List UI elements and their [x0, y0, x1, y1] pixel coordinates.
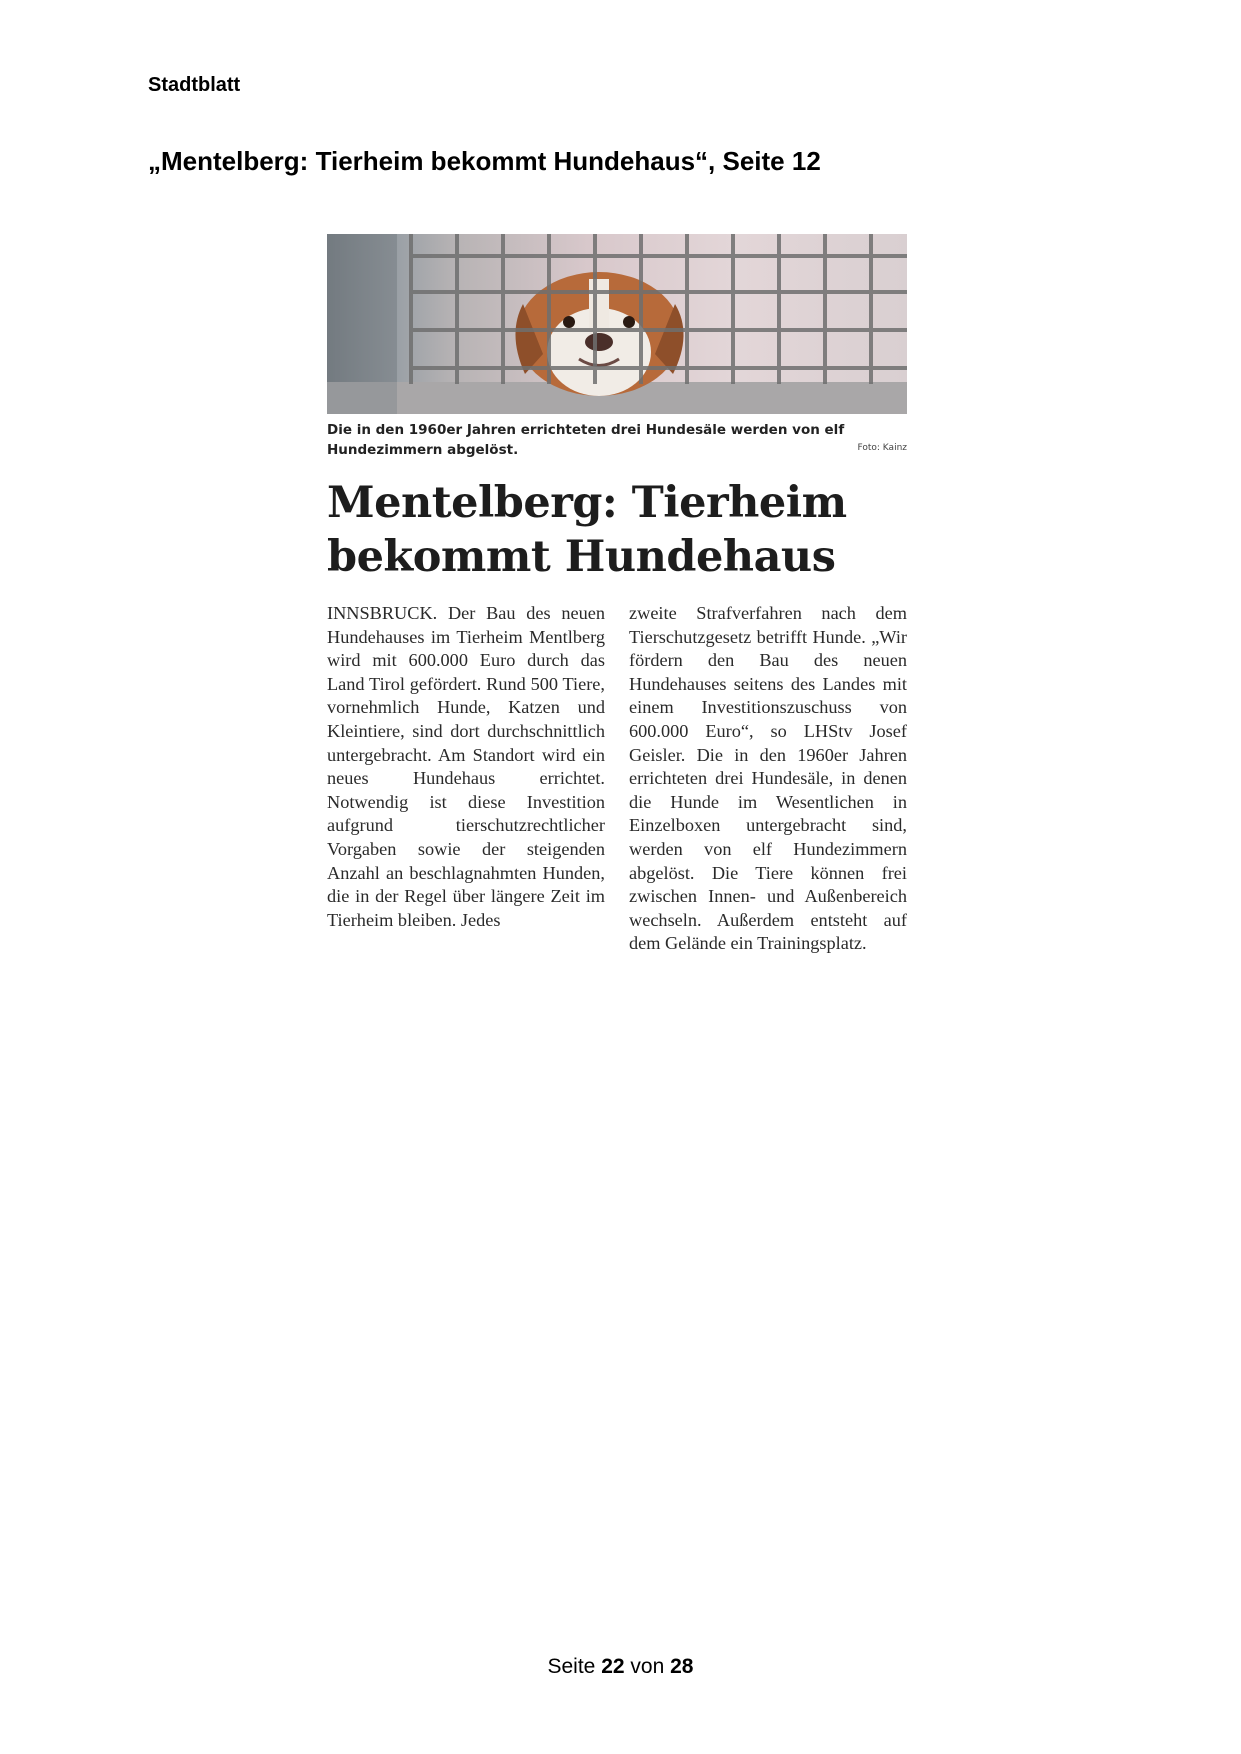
current-page-number: 22	[601, 1655, 625, 1678]
article-body	[327, 602, 907, 956]
photo-credit: Foto: Kainz	[857, 443, 907, 453]
caption-text: Die in den 1960er Jahren errichteten drei Hundesäle werden von elf Hundezimmern abgelöst.	[327, 422, 845, 458]
article-headline: Mentelberg: Tierheim bekommt Hundehaus	[327, 478, 847, 582]
page-footer	[0, 1655, 1241, 1679]
article-column-left: INNSBRUCK. Der Bau des neuen Hundehauses im Tierheim Mentlberg wird mit 600.000 Euro durch das Land Tirol gefördert. Rund 500 Tiere, vornehmlich Hunde, Katzen und Kleintiere, sind dort durchschnittlich untergebracht. Am Standort wird ein neues Hundehaus errichtet. Notwendig ist diese Investition aufgrund tierschutzrechtlicher Vorgaben sowie der steigenden Anzahl an beschlagnahmten Hunden, die in der Regel über längere Zeit im Tierheim bleiben. Jedes	[327, 603, 605, 930]
footer-prefix: Seite	[547, 1655, 596, 1678]
footer-middle: von	[630, 1655, 665, 1678]
photo-caption	[327, 420, 907, 460]
clipping-title: „Mentelberg: Tierheim bekommt Hundehaus“, Seite 12	[148, 146, 821, 176]
newspaper-clipping	[327, 234, 907, 956]
total-page-count: 28	[670, 1655, 694, 1678]
publication-source: Stadtblatt	[148, 74, 241, 96]
dog-behind-cage-photo	[327, 234, 907, 414]
article-column-right: zweite Strafverfahren nach dem Tierschutzgesetz betrifft Hunde. „Wir fördern den Bau des neuen Hundehauses seitens des Landes mit einem Investitionszuschuss von 600.000 Euro“, so LHStv Josef Geisler. Die in den 1960er Jahren errichteten drei Hundesäle, in denen die Hunde im Wesentlichen in Einzelboxen untergebracht sind, werden von elf Hundezimmern abgelöst. Die Tiere können frei zwischen Innen- und Außenbereich wechseln. Außerdem entsteht auf dem Gelände ein Trainingsplatz.	[629, 603, 907, 954]
